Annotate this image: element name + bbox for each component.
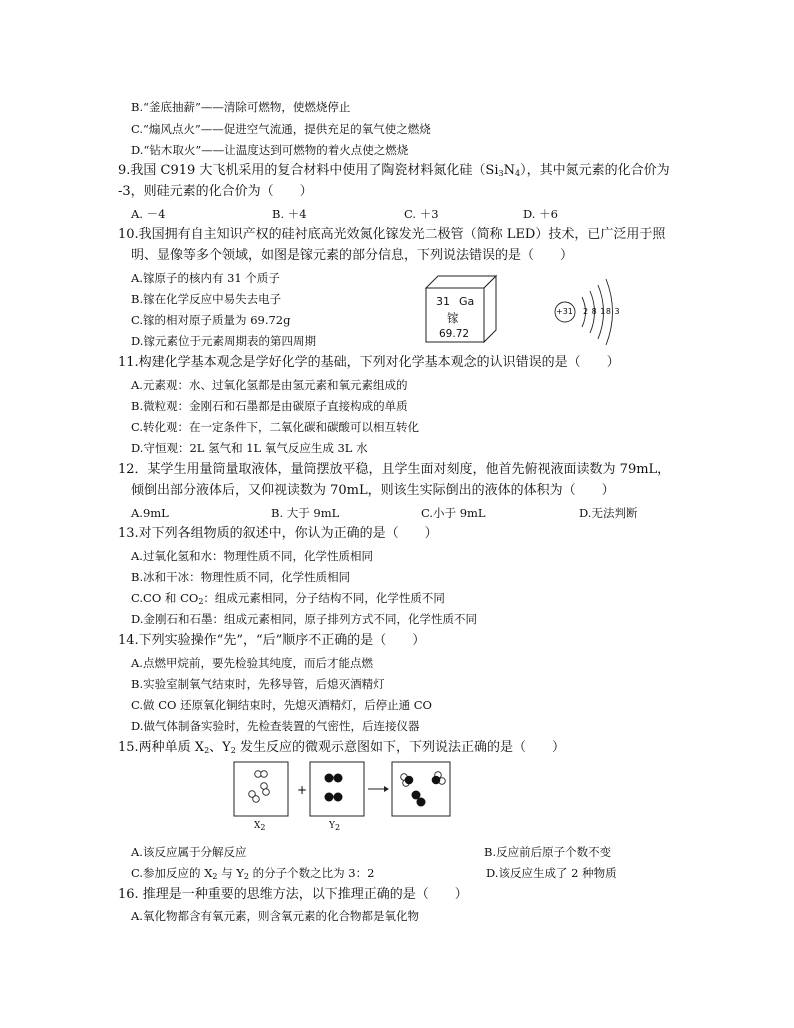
- q9-option-d: D. ＋6: [523, 207, 558, 221]
- q9-option-a: A. －4: [131, 207, 166, 221]
- q9-option-c: C. ＋3: [404, 207, 439, 221]
- q15-option-c: C.参加反应的 $X_2$ 与 $Y_2$ 的分子个数之比为 3：2: [131, 866, 375, 881]
- q12-option-b: B. 大于 9mL: [271, 506, 340, 520]
- q11-option-a: A.元素观：水、过氧化氢都是由氢元素和氧元素组成的: [131, 378, 408, 392]
- q14-option-d: D.做气体制备实验时，先检查装置的气密性，后连接仪器: [131, 719, 420, 733]
- q11-option-d: D.守恒观：2L 氢气和 1L 氧气反应生成 3L 水: [131, 441, 368, 455]
- q14-option-b: B.实验室制氧气结束时，先移导管，后熄灭酒精灯: [131, 677, 385, 691]
- q14-stem: 14.下列实验操作“先”，“后”顺序不正确的是（ ）: [118, 633, 426, 648]
- element-number: 31: [436, 295, 450, 308]
- q15-option-b: B.反应前后原子个数不变: [484, 845, 612, 859]
- q16-stem: 16. 推理是一种重要的思维方法，以下推理正确的是（ ）: [118, 887, 468, 902]
- q12-stem-line2: 倾倒出部分液体后，又仰视读数为 70mL，则该生实际倒出的液体的体积为（ ）: [131, 483, 615, 498]
- atom-nucleus-charge: +31: [556, 307, 573, 316]
- q13-option-d: D.金刚石和石墨：组成元素相同，原子排列方式不同，化学性质不同: [131, 612, 477, 626]
- q15-option-d: D.该反应生成了 2 种物质: [486, 866, 617, 880]
- q10-stem-line2: 明、显像等多个领域，如图是镓元素的部分信息，下列说法错误的是（ ）: [131, 248, 574, 263]
- q9-stem-line2: -3，则硅元素的化合价为（ ）: [118, 184, 313, 199]
- q15-stem: 15.两种单质 $X_2$、$Y_2$ 发生反应的微观示意图如下，下列说法正确的是（ ）: [118, 740, 565, 755]
- q14-option-a: A.点燃甲烷前，要先检验其纯度，而后才能点燃: [131, 656, 373, 670]
- plus-sign: +: [297, 783, 308, 797]
- q10-option-b: B.镓在化学反应中易失去电子: [131, 292, 282, 306]
- q8-option-c: C.“煽风点火”——促进空气流通，提供充足的氧气使之燃烧: [131, 122, 431, 136]
- q9-stem-line1: 9.我国 C919 大飞机采用的复合材料中使用了陶瓷材料氮化硅$(Si_3N_4)$，其中氮元素的化合价为: [118, 163, 670, 178]
- reactant-x2-box: [234, 762, 288, 816]
- element-name: 镓: [447, 311, 459, 325]
- q13-option-a: A.过氧化氢和水：物理性质不同，化学性质相同: [131, 549, 373, 563]
- atom-electron-shells: 2 8 18 3: [583, 307, 621, 316]
- reaction-micro-diagram: [228, 758, 478, 820]
- product-box: [392, 762, 450, 816]
- label-x2: $X_2$: [254, 821, 266, 832]
- q13-stem: 13.对下列各组物质的叙述中，你认为正确的是（ ）: [118, 526, 438, 541]
- q11-stem: 11.构建化学基本观念是学好化学的基础，下列对化学基本观念的认识错误的是（ ）: [118, 355, 620, 370]
- q10-stem-line1: 10.我国拥有自主知识产权的硅衬底高光效氮化镓发光二极管（简称 LED）技术，已广泛用于照: [118, 227, 666, 242]
- q10-option-a: A.镓原子的核内有 31 个质子: [131, 271, 280, 285]
- element-symbol: Ga: [459, 295, 475, 308]
- q8-option-d: D.“钻木取火”——让温度达到可燃物的着火点使之燃烧: [131, 143, 409, 157]
- q11-option-c: C.转化观：在一定条件下，二氧化碳和碳酸可以相互转化: [131, 420, 420, 434]
- q10-option-d: D.镓元素位于元素周期表的第四周期: [131, 334, 316, 348]
- q16-option-a: A.氧化物都含有氧元素，则含氧元素的化合物都是氧化物: [131, 909, 419, 923]
- q12-option-c: C.小于 9mL: [421, 506, 486, 520]
- q15-option-a: A.该反应属于分解反应: [131, 845, 247, 859]
- element-mass: 69.72: [439, 328, 470, 340]
- q8-option-b: B.“釜底抽薪”——清除可燃物，使燃烧停止: [131, 100, 351, 114]
- q11-option-b: B.微粒观：金刚石和石墨都是由碳原子直接构成的单质: [131, 399, 408, 413]
- label-y2: $Y_2$: [329, 821, 341, 832]
- q13-option-c: C.CO 和 $CO_2$：组成元素相同，分子结构不同，化学性质不同: [131, 591, 445, 606]
- q12-option-a: A.9mL: [131, 506, 169, 520]
- q9-option-b: B. ＋4: [272, 207, 307, 221]
- q13-option-b: B.冰和干冰：物理性质不同，化学性质相同: [131, 570, 351, 584]
- q12-stem-line1: 12．某学生用量筒量取液体，量筒摆放平稳，且学生面对刻度，他首先俯视液面读数为 79mL，: [118, 462, 671, 477]
- q12-option-d: D.无法判断: [579, 506, 638, 520]
- q14-option-c: C.做 CO 还原氧化铜结束时，先熄灭酒精灯，后停止通 CO: [131, 698, 432, 712]
- reactant-y2-box: [310, 762, 364, 816]
- q10-option-c: C.镓的相对原子质量为 69.72g: [131, 313, 291, 327]
